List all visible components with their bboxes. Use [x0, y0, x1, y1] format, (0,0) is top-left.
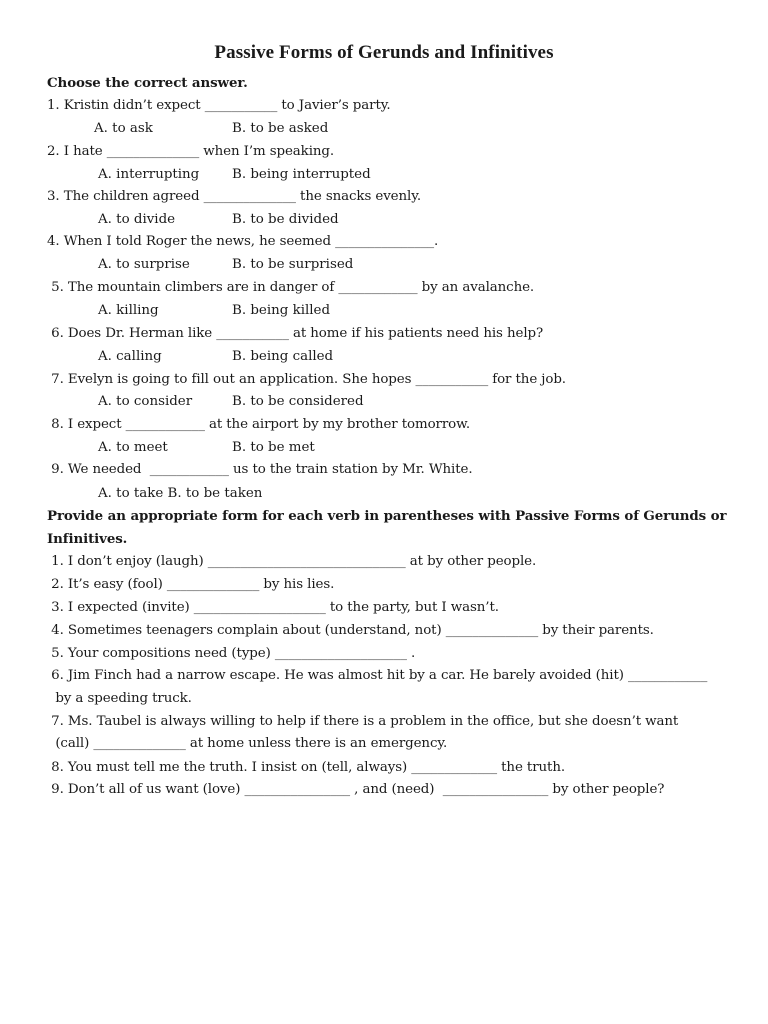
- question-5-option-a: A. killing: [98, 303, 159, 318]
- question-3: 3. The children agreed ______________ the snacks evenly.: [47, 189, 422, 204]
- question-4-option-b: B. to be surprised: [232, 257, 354, 272]
- exercise-line-5: 5. Your compositions need (type) ____________________ .: [47, 646, 416, 661]
- question-1-option-b: B. to be asked: [232, 121, 329, 136]
- exercise-line-6: 6. Jim Finch had a narrow escape. He was almost hit by a car. He barely avoided (hit) ____________: [47, 668, 708, 683]
- question-3-option-a: A. to divide: [98, 212, 176, 227]
- exercise-line-7-cont: (call) ______________ at home unless there is an emergency.: [47, 736, 448, 751]
- question-7-option-a: A. to consider: [98, 394, 193, 409]
- part1-instruction: Choose the correct answer.: [47, 75, 248, 91]
- question-7: 7. Evelyn is going to fill out an application. She hopes ___________ for the job.: [47, 372, 566, 387]
- exercise-line-3: 3. I expected (invite) ____________________ to the party, but I wasn’t.: [47, 600, 499, 615]
- question-8-option-a: A. to meet: [98, 440, 168, 455]
- part2-instruction-line2: Infinitives.: [47, 531, 128, 547]
- exercise-line-1: 1. I don’t enjoy (laugh) ______________________________ at by other people.: [47, 554, 537, 569]
- exercise-line-7: 7. Ms. Taubel is always willing to help if there is a problem in the office, but she doesn’t want: [47, 714, 679, 729]
- question-6-option-b: B. being called: [232, 349, 334, 364]
- question-6-option-a: A. calling: [98, 349, 162, 364]
- question-3-option-b: B. to be divided: [232, 212, 339, 227]
- exercise-line-6-cont: by a speeding truck.: [47, 691, 192, 706]
- page-title: Passive Forms of Gerunds and Infinitives: [214, 42, 554, 63]
- question-5-option-b: B. being killed: [232, 303, 331, 318]
- part2-instruction-line1: Provide an appropriate form for each verb in parentheses with Passive Forms of Gerunds or: [47, 508, 727, 524]
- question-1: 1. Kristin didn’t expect ___________ to Javier’s party.: [47, 98, 391, 113]
- question-8-option-b: B. to be met: [232, 440, 315, 455]
- question-1-option-a: A. to ask: [94, 121, 153, 136]
- question-7-option-b: B. to be considered: [232, 394, 364, 409]
- question-6: 6. Does Dr. Herman like ___________ at home if his patients need his help?: [47, 326, 544, 341]
- question-4: 4. When I told Roger the news, he seemed _______________.: [47, 234, 439, 249]
- exercise-line-9: 9. Don’t all of us want (love) ________________ , and (need) ________________ by other people?: [47, 782, 665, 797]
- question-5: 5. The mountain climbers are in danger of ____________ by an avalanche.: [47, 280, 535, 295]
- question-8: 8. I expect ____________ at the airport by my brother tomorrow.: [47, 417, 471, 432]
- question-9-options: A. to take B. to be taken: [98, 486, 263, 501]
- exercise-line-8: 8. You must tell me the truth. I insist on (tell, always) _____________ the truth.: [47, 760, 566, 775]
- question-2-option-b: B. being interrupted: [232, 167, 371, 182]
- question-9: 9. We needed ____________ us to the train station by Mr. White.: [47, 462, 473, 477]
- exercise-line-2: 2. It’s easy (fool) ______________ by his lies.: [47, 577, 335, 592]
- question-2-option-a: A. interrupting: [98, 167, 200, 182]
- question-2: 2. I hate ______________ when I’m speaking.: [47, 144, 335, 159]
- exercise-line-4: 4. Sometimes teenagers complain about (understand, not) ______________ by their parents.: [47, 623, 654, 638]
- question-4-option-a: A. to surprise: [98, 257, 190, 272]
